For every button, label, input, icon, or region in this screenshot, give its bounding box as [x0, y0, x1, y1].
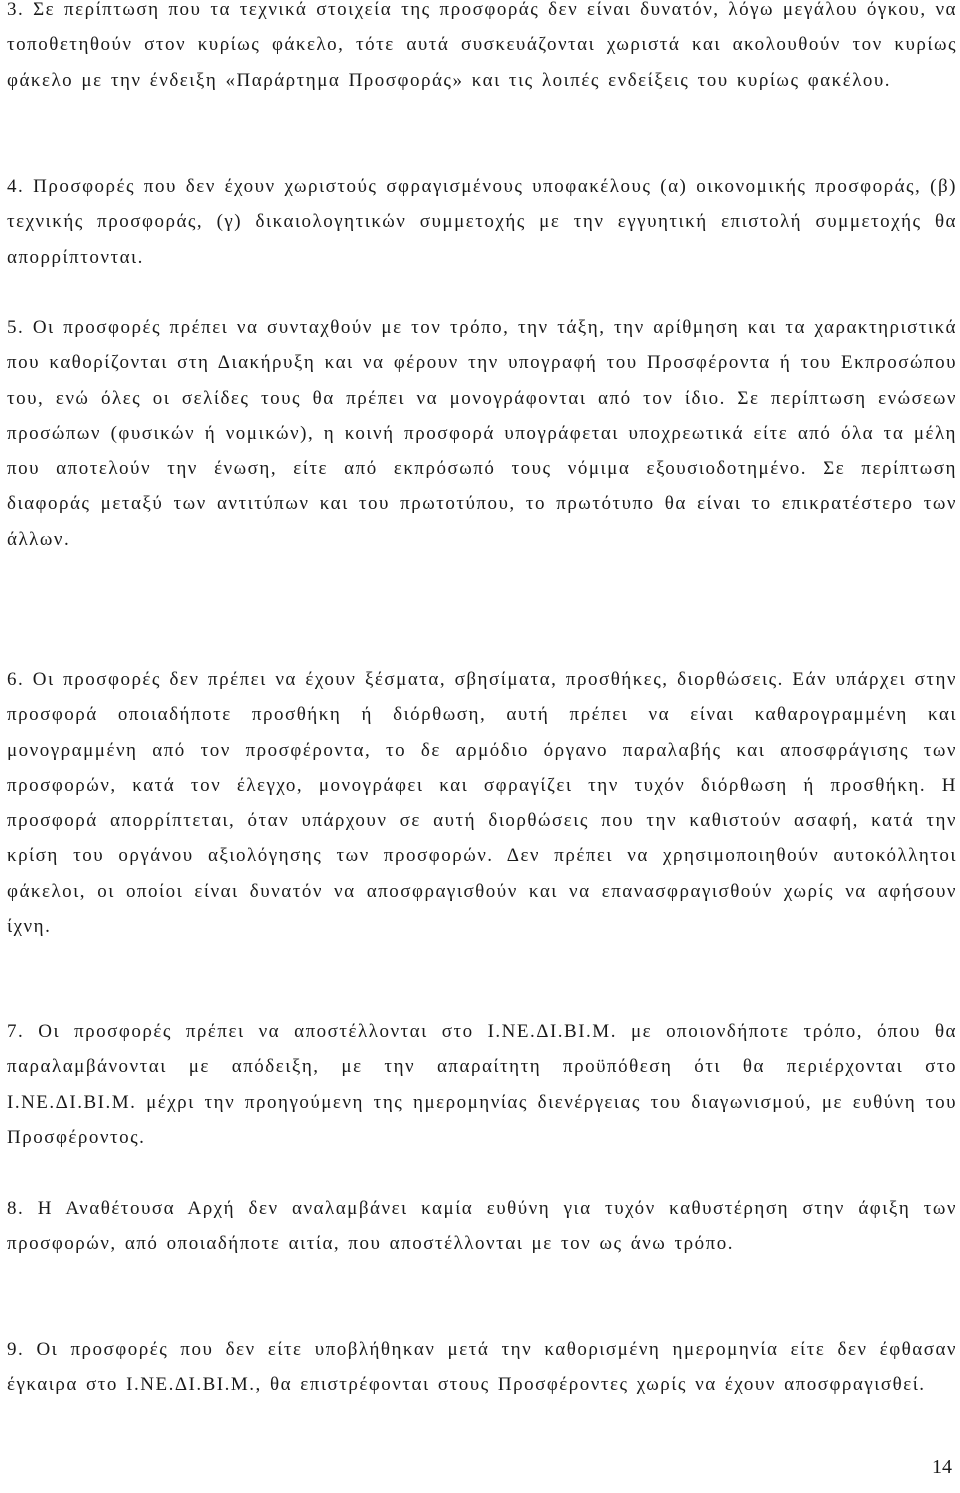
paragraph-4: 4. Προσφορές που δεν έχουν χωριστούς σφραγισμένους υποφακέλους (α) οικονομικής προσφοράς, (β) τεχνικής προσφοράς, (γ) δικαιολογητικών συμμετοχής με την εγγυητική επιστολή συμμετοχής θα απορρίπτονται.	[7, 176, 957, 268]
page-number: 14	[932, 1456, 952, 1478]
paragraph-9: 9. Οι προσφορές που δεν είτε υποβλήθηκαν μετά την καθορισμένη ημερομηνία είτε δεν έφθασαν έγκαιρα στο Ι.ΝΕ.ΔΙ.ΒΙ.Μ., θα επιστρέφονται στους Προσφέροντες χωρίς να έχουν αποσφραγισθεί.	[7, 1339, 957, 1396]
paragraph-8: 8. Η Αναθέτουσα Αρχή δεν αναλαμβάνει καμία ευθύνη για τυχόν καθυστέρηση στην άφιξη των προσφορών, από οποιαδήποτε αιτία, που αποστέλλονται με τον ως άνω τρόπο.	[7, 1198, 957, 1255]
paragraph-5: 5. Οι προσφορές πρέπει να συνταχθούν με τον τρόπο, την τάξη, την αρίθμηση και τα χαρακτηριστικά που καθορίζονται στη Διακήρυξη και να φέρουν την υπογραφή του Προσφέροντα ή του Εκπροσώπου του, ενώ όλες οι σελίδες τους θα πρέπει να μονογράφονται από τον ίδιο. Σε περίπτωση ενώσεων προσώπων (φυσικών ή νομικών), η κοινή προσφορά υπογράφεται υποχρεωτικά είτε από όλα τα μέλη που αποτελούν την ένωση, είτε από εκπρόσωπό τους νόμιμα εξουσιοδοτημένο. Σε περίπτωση διαφοράς μεταξύ των αντιτύπων και του πρωτοτύπου, το πρωτότυπο θα είναι το επικρατέστερο των άλλων.	[7, 317, 957, 550]
paragraph-7: 7. Οι προσφορές πρέπει να αποστέλλονται στο Ι.ΝΕ.ΔΙ.ΒΙ.Μ. με οποιονδήποτε τρόπο, όπου θα παραλαμβάνονται με απόδειξη, με την απαραίτητη προϋπόθεση ότι θα περιέρχονται στο Ι.ΝΕ.ΔΙ.ΒΙ.Μ. μέχρι την προηγούμενη της ημερομηνίας διενέργειας του διαγωνισμού, με ευθύνη του Προσφέροντος.	[7, 1021, 957, 1148]
paragraph-6: 6. Οι προσφορές δεν πρέπει να έχουν ξέσματα, σβησίματα, προσθήκες, διορθώσεις. Εάν υπάρχει στην προσφορά οποιαδήποτε προσθήκη ή διόρθωση, αυτή πρέπει να είναι καθαρογραμμένη και μονογραμμένη από τον προσφέροντα, το δε αρμόδιο όργανο παραλαβής και αποσφράγισης των προσφορών, κατά τον έλεγχο, μονογράφει και σφραγίζει την τυχόν διόρθωση ή προσθήκη. Η προσφορά απορρίπτεται, όταν υπάρχουν σε αυτή διορθώσεις που την καθιστούν ασαφή, κατά την κρίση του οργάνου αξιολόγησης των προσφορών. Δεν πρέπει να χρησιμοποιηθούν αυτοκόλλητοι φάκελοι, οι οποίοι είναι δυνατόν να αποσφραγισθούν και να επανασφραγισθούν χωρίς να αφήσουν ίχνη.	[7, 669, 957, 938]
paragraph-3: 3. Σε περίπτωση που τα τεχνικά στοιχεία της προσφοράς δεν είναι δυνατόν, λόγω μεγάλου όγκου, να τοποθετηθούν στον κυρίως φάκελο, τότε αυτά συσκευάζονται χωριστά και ακολουθούν τον κυρίως φάκελο με την ένδειξη «Παράρτημα Προσφοράς» και τις λοιπές ενδείξεις του κυρίως φακέλου.	[7, 0, 957, 91]
